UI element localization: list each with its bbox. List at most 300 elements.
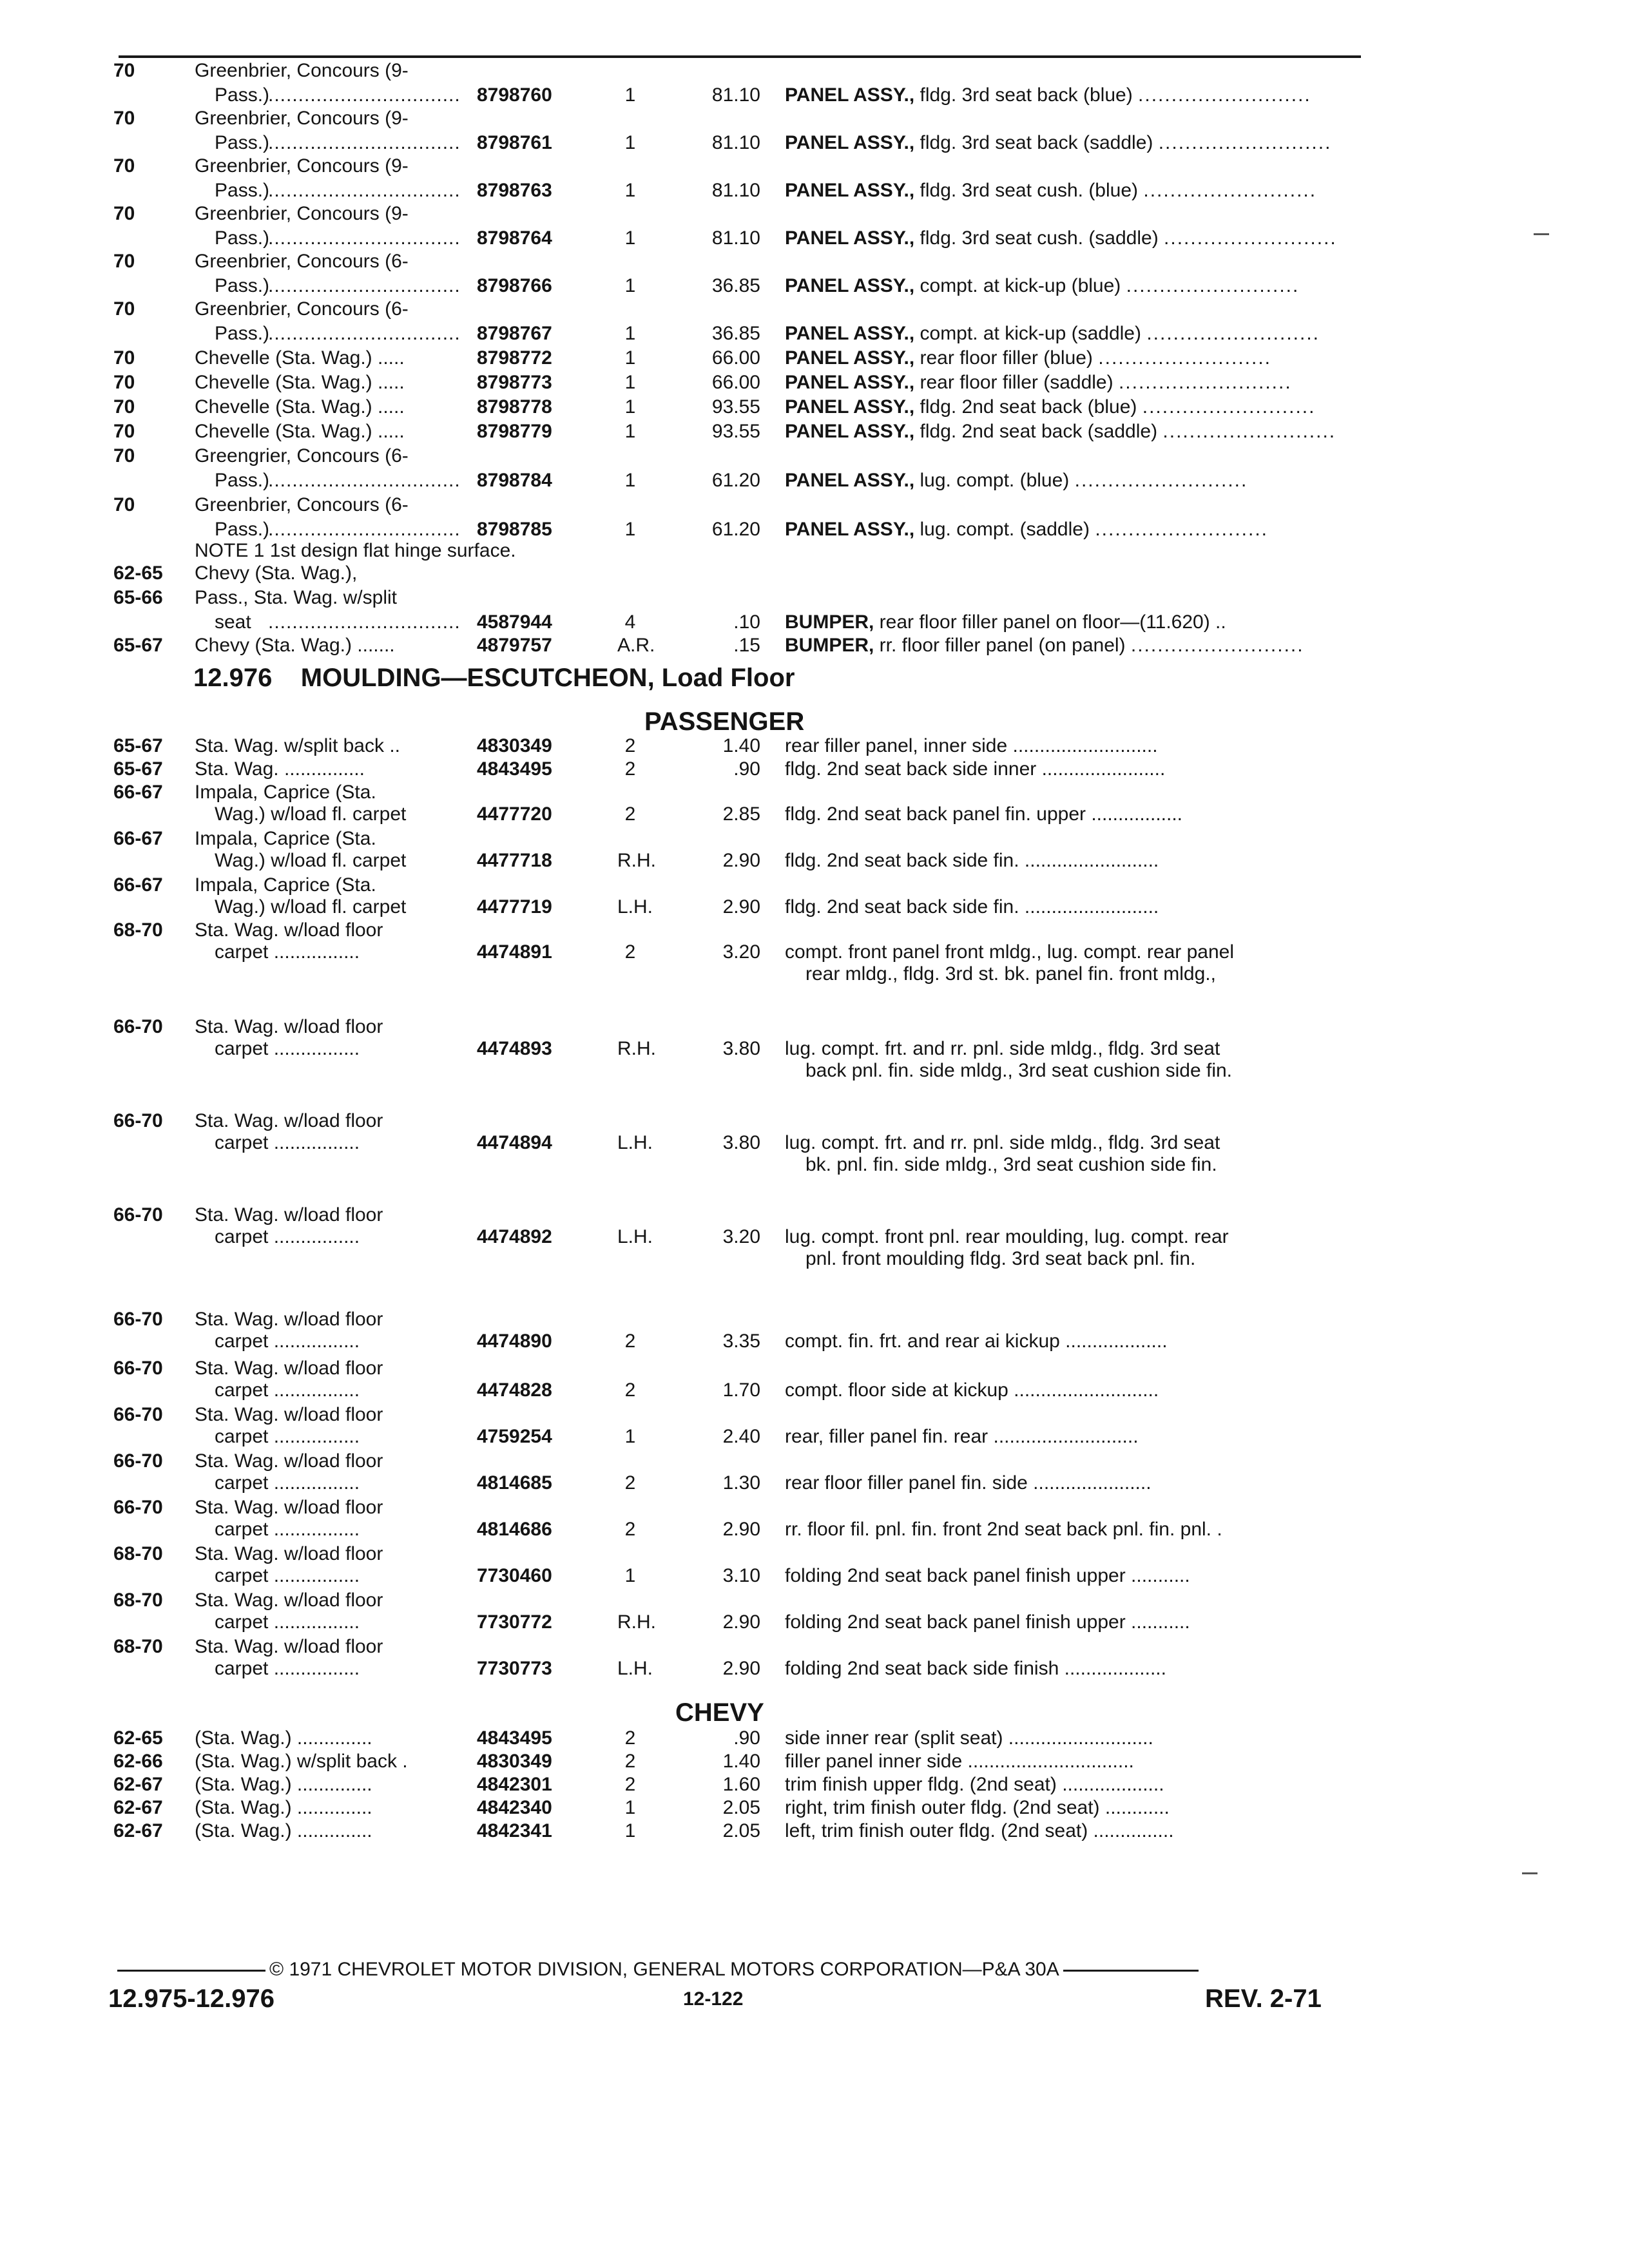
quantity: 1 xyxy=(624,396,636,418)
description: compt. fin. frt. and rear ai kickup ................... xyxy=(785,1331,1168,1352)
part-entry xyxy=(0,107,1629,153)
part-number: 8798772 xyxy=(477,347,552,369)
part-entry xyxy=(0,1403,1629,1447)
model: Greenbrier, Concours (9- xyxy=(195,108,409,129)
quantity: 2 xyxy=(624,735,636,756)
year-range: 66-70 xyxy=(113,1497,163,1518)
model-cont: carpet ................ xyxy=(215,1226,360,1247)
price: 3.20 xyxy=(722,941,760,963)
part-entry xyxy=(0,396,1629,421)
price: 2.90 xyxy=(722,850,760,871)
leader-dots: ................................ xyxy=(268,611,461,633)
part-number: 4477719 xyxy=(477,896,552,918)
part-entry xyxy=(0,634,1629,660)
year-range: 62-67 xyxy=(113,1820,163,1841)
year-range: 66-70 xyxy=(113,1204,163,1225)
description: PANEL ASSY., fldg. 3rd seat back (saddle) .......................... xyxy=(785,132,1332,153)
model: Chevy (Sta. Wag.), xyxy=(195,562,358,584)
quantity: 1 xyxy=(624,347,636,369)
quantity: 1 xyxy=(624,84,636,106)
revision: REV. 2-71 xyxy=(1205,1984,1322,2013)
model: (Sta. Wag.) .............. xyxy=(195,1797,372,1818)
price: 1.40 xyxy=(722,1751,760,1772)
model: Sta. Wag. ............... xyxy=(195,758,365,780)
year-range: 66-67 xyxy=(113,874,163,896)
part-number: 8798767 xyxy=(477,323,552,344)
price: 93.55 xyxy=(711,421,760,442)
model: Chevy (Sta. Wag.) ....... xyxy=(195,635,395,656)
description: PANEL ASSY., rear floor filler (saddle) .......................... xyxy=(785,372,1292,393)
part-number: 4474828 xyxy=(477,1379,552,1401)
quantity: 1 xyxy=(624,519,636,540)
quantity: 1 xyxy=(624,1565,636,1586)
model-cont: Pass.) xyxy=(215,519,270,540)
part-number: 4474893 xyxy=(477,1038,552,1059)
leader-dots: ................................ xyxy=(268,132,461,153)
model-cont: carpet ................ xyxy=(215,1038,360,1059)
year-range: 66-70 xyxy=(113,1110,163,1131)
year-range: 62-65 xyxy=(113,562,163,584)
model-cont: carpet ................ xyxy=(215,1519,360,1540)
part-entry xyxy=(0,1357,1629,1401)
model: Greenbrier, Concours (6- xyxy=(195,494,409,515)
model: Chevelle (Sta. Wag.) ..... xyxy=(195,347,405,369)
model: Sta. Wag. w/split back .. xyxy=(195,735,400,756)
part-number: 8798766 xyxy=(477,275,552,296)
year-range: 65-67 xyxy=(113,735,163,756)
section-number: 12.976 xyxy=(193,664,273,692)
description: folding 2nd seat back side finish ................... xyxy=(785,1658,1166,1679)
part-entry xyxy=(0,562,1629,608)
model: Sta. Wag. w/load floor xyxy=(195,919,383,941)
model: Chevelle (Sta. Wag.) ..... xyxy=(195,396,405,418)
quantity: 1 xyxy=(624,275,636,296)
part-number: 7730772 xyxy=(477,1611,552,1633)
price: 93.55 xyxy=(711,396,760,418)
model-cont: carpet ................ xyxy=(215,1379,360,1401)
part-number: 4474892 xyxy=(477,1226,552,1247)
description: back pnl. fin. side mldg., 3rd seat cushion side fin. xyxy=(805,1060,1233,1081)
part-entry xyxy=(0,1110,1629,1175)
price: 1.40 xyxy=(722,735,760,756)
model: Pass., Sta. Wag. w/split xyxy=(195,587,397,608)
description: rear, filler panel fin. rear ........................... xyxy=(785,1426,1139,1447)
quantity: A.R. xyxy=(617,635,655,656)
description: rear mldg., fldg. 3rd st. bk. panel fin. front mldg., xyxy=(805,963,1216,985)
quantity: 1 xyxy=(624,180,636,201)
model: Chevelle (Sta. Wag.) ..... xyxy=(195,372,405,393)
part-entry xyxy=(0,1015,1629,1081)
part-number: 4474894 xyxy=(477,1132,552,1153)
part-entry xyxy=(0,874,1629,918)
part-entry xyxy=(0,371,1629,397)
leader-dots: ................................ xyxy=(268,519,461,540)
model-cont: Pass.) xyxy=(215,470,270,491)
year-range: 62-67 xyxy=(113,1774,163,1795)
leader-dots: ................................ xyxy=(268,180,461,201)
model-cont: carpet ................ xyxy=(215,1132,360,1153)
description: PANEL ASSY., fldg. 3rd seat cush. (blue) .......................... xyxy=(785,180,1317,201)
page-section-range: 12.975-12.976 xyxy=(108,1984,275,2013)
part-number: 4842340 xyxy=(477,1797,552,1818)
description: PANEL ASSY., fldg. 2nd seat back (saddle) .......................... xyxy=(785,421,1336,442)
model-cont: Wag.) w/load fl. carpet xyxy=(215,803,407,825)
model-cont: Pass.) xyxy=(215,275,270,296)
part-entry xyxy=(0,1204,1629,1269)
model: (Sta. Wag.) .............. xyxy=(195,1727,372,1749)
part-number: 7730460 xyxy=(477,1565,552,1586)
price: .15 xyxy=(733,635,760,656)
model: Greenbrier, Concours (6- xyxy=(195,251,409,272)
quantity: 4 xyxy=(624,611,636,633)
part-entry xyxy=(0,298,1629,344)
year-range: 70 xyxy=(113,60,135,81)
model: Sta. Wag. w/load floor xyxy=(195,1450,383,1472)
part-entry xyxy=(0,1820,1629,1845)
description: bk. pnl. fin. side mldg., 3rd seat cushion side fin. xyxy=(805,1154,1217,1175)
part-entry xyxy=(0,1727,1629,1753)
leader-dots: ................................ xyxy=(268,227,461,249)
description: compt. floor side at kickup ........................... xyxy=(785,1379,1159,1401)
year-range: 70 xyxy=(113,203,135,224)
part-entry xyxy=(0,919,1629,985)
price: 2.90 xyxy=(722,1519,760,1540)
quantity: 2 xyxy=(624,1751,636,1772)
part-entry xyxy=(0,1796,1629,1822)
year-range: 70 xyxy=(113,421,135,442)
part-entry xyxy=(0,758,1629,783)
price: 2.40 xyxy=(722,1426,760,1447)
model-cont: Wag.) w/load fl. carpet xyxy=(215,850,407,871)
model: (Sta. Wag.) .............. xyxy=(195,1820,372,1841)
part-entry xyxy=(0,1450,1629,1494)
quantity: 2 xyxy=(624,1472,636,1494)
year-range: 68-70 xyxy=(113,1590,163,1611)
model-cont: carpet ................ xyxy=(215,1472,360,1494)
description: rear floor filler panel fin. side ...................... xyxy=(785,1472,1152,1494)
model: (Sta. Wag.) w/split back . xyxy=(195,1751,408,1772)
quantity: 2 xyxy=(624,1379,636,1401)
model-cont: Pass.) xyxy=(215,84,270,106)
quantity: 1 xyxy=(624,470,636,491)
quantity: L.H. xyxy=(617,1658,653,1679)
description: fldg. 2nd seat back side fin. ......................... xyxy=(785,896,1159,918)
price: 81.10 xyxy=(711,132,760,153)
model: Greenbrier, Concours (9- xyxy=(195,203,409,224)
year-range: 70 xyxy=(113,251,135,272)
part-number: 4830349 xyxy=(477,1751,552,1772)
quantity: R.H. xyxy=(617,1038,656,1059)
description: PANEL ASSY., lug. compt. (saddle) .......................... xyxy=(785,519,1269,540)
quantity: 1 xyxy=(624,372,636,393)
model-cont: seat xyxy=(215,611,251,633)
price: .10 xyxy=(733,611,760,633)
price: 3.80 xyxy=(722,1132,760,1153)
part-number: 4879757 xyxy=(477,635,552,656)
model: Sta. Wag. w/load floor xyxy=(195,1590,383,1611)
part-number: 4842341 xyxy=(477,1820,552,1841)
year-range: 68-70 xyxy=(113,1543,163,1564)
model-cont: Pass.) xyxy=(215,180,270,201)
part-number: 4814686 xyxy=(477,1519,552,1540)
part-number: 4830349 xyxy=(477,735,552,756)
description: PANEL ASSY., fldg. 3rd seat cush. (saddle) .......................... xyxy=(785,227,1337,249)
part-entry xyxy=(0,494,1629,540)
model-cont: Pass.) xyxy=(215,132,270,153)
part-number: 8798763 xyxy=(477,180,552,201)
quantity: L.H. xyxy=(617,896,653,918)
description: fldg. 2nd seat back side inner ....................... xyxy=(785,758,1166,780)
description: BUMPER, rr. floor filler panel (on panel) .......................... xyxy=(785,635,1304,656)
part-entry xyxy=(0,827,1629,871)
leader-dots: ................................ xyxy=(268,323,461,344)
year-range: 66-70 xyxy=(113,1016,163,1037)
leader-dots: ................................ xyxy=(268,84,461,106)
model-cont: Pass.) xyxy=(215,323,270,344)
year-range: 62-65 xyxy=(113,1727,163,1749)
quantity: L.H. xyxy=(617,1226,653,1247)
description: folding 2nd seat back panel finish upper ........... xyxy=(785,1611,1190,1633)
model: Sta. Wag. w/load floor xyxy=(195,1543,383,1564)
description: fldg. 2nd seat back panel fin. upper ................. xyxy=(785,803,1183,825)
model: Sta. Wag. w/load floor xyxy=(195,1636,383,1657)
year-range: 70 xyxy=(113,108,135,129)
description: PANEL ASSY., lug. compt. (blue) .......................... xyxy=(785,470,1248,491)
quantity: 2 xyxy=(624,1774,636,1795)
description: lug. compt. front pnl. rear moulding, lug. compt. rear xyxy=(785,1226,1229,1247)
leader-dots: ................................ xyxy=(268,470,461,491)
model-cont: carpet ................ xyxy=(215,1611,360,1633)
copyright-line: © 1971 CHEVROLET MOTOR DIVISION, GENERAL MOTORS CORPORATION—P&A 30A xyxy=(113,1959,1351,1981)
part-number: 4477718 xyxy=(477,850,552,871)
price: 1.30 xyxy=(722,1472,760,1494)
description: lug. compt. frt. and rr. pnl. side mldg., fldg. 3rd seat xyxy=(785,1132,1220,1153)
price: 2.90 xyxy=(722,896,760,918)
quantity: R.H. xyxy=(617,1611,656,1633)
model-cont: Wag.) w/load fl. carpet xyxy=(215,896,407,918)
quantity: 1 xyxy=(624,1820,636,1841)
part-entry xyxy=(0,735,1629,760)
year-range: 70 xyxy=(113,347,135,369)
year-range: 70 xyxy=(113,445,135,466)
description: rr. floor fil. pnl. fin. front 2nd seat back pnl. fin. pnl. . xyxy=(785,1519,1222,1540)
part-number: 4759254 xyxy=(477,1426,552,1447)
model: Chevelle (Sta. Wag.) ..... xyxy=(195,421,405,442)
year-range: 70 xyxy=(113,494,135,515)
year-range: 66-70 xyxy=(113,1309,163,1330)
price: 61.20 xyxy=(711,519,760,540)
price: 3.20 xyxy=(722,1226,760,1247)
year-range: 66-70 xyxy=(113,1450,163,1472)
subheading-chevy: CHEVY xyxy=(675,1698,764,1727)
price: 81.10 xyxy=(711,84,760,106)
model: Greenbrier, Concours (9- xyxy=(195,60,409,81)
part-entry xyxy=(0,155,1629,201)
quantity: 1 xyxy=(624,227,636,249)
description: fldg. 2nd seat back side fin. ......................... xyxy=(785,850,1159,871)
scan-edge-mark xyxy=(1522,1872,1537,1874)
model: Sta. Wag. w/load floor xyxy=(195,1309,383,1330)
quantity: 1 xyxy=(624,323,636,344)
model: Sta. Wag. w/load floor xyxy=(195,1110,383,1131)
year-range: 62-66 xyxy=(113,1751,163,1772)
price: .90 xyxy=(733,1727,760,1749)
part-number: 8798778 xyxy=(477,396,552,418)
year-range: 65-67 xyxy=(113,635,163,656)
year-range: 66-67 xyxy=(113,828,163,849)
model: Sta. Wag. w/load floor xyxy=(195,1497,383,1518)
year-range: 70 xyxy=(113,155,135,177)
description: PANEL ASSY., compt. at kick-up (saddle) .......................... xyxy=(785,323,1320,344)
price: 2.85 xyxy=(722,803,760,825)
description: left, trim finish outer fldg. (2nd seat) ............... xyxy=(785,1820,1174,1841)
leader-dots: ................................ xyxy=(268,275,461,296)
model: Impala, Caprice (Sta. xyxy=(195,828,376,849)
price: 61.20 xyxy=(711,470,760,491)
year-range: 65-67 xyxy=(113,758,163,780)
part-entry xyxy=(0,1308,1629,1352)
price: 3.80 xyxy=(722,1038,760,1059)
part-entry xyxy=(0,202,1629,249)
description: BUMPER, rear floor filler panel on floor—(11.620) .. xyxy=(785,611,1226,633)
model: Sta. Wag. w/load floor xyxy=(195,1204,383,1225)
part-number: 8798784 xyxy=(477,470,552,491)
price: 66.00 xyxy=(711,347,760,369)
description: PANEL ASSY., rear floor filler (blue) .......................... xyxy=(785,347,1271,369)
description: PANEL ASSY., fldg. 3rd seat back (blue) .......................... xyxy=(785,84,1311,106)
model: Sta. Wag. w/load floor xyxy=(195,1016,383,1037)
top-rule xyxy=(119,55,1361,58)
price: 2.05 xyxy=(722,1797,760,1818)
model: Sta. Wag. w/load floor xyxy=(195,1404,383,1425)
part-number: 4477720 xyxy=(477,803,552,825)
section-title: MOULDING—ESCUTCHEON, Load Floor xyxy=(300,664,795,692)
price: 81.10 xyxy=(711,180,760,201)
year-range: 68-70 xyxy=(113,1636,163,1657)
section-heading xyxy=(193,664,795,693)
part-entry xyxy=(0,1750,1629,1776)
quantity: 2 xyxy=(624,803,636,825)
quantity: L.H. xyxy=(617,1132,653,1153)
quantity: 2 xyxy=(624,941,636,963)
description: filler panel inner side ............................... xyxy=(785,1751,1134,1772)
year-range: 68-70 xyxy=(113,919,163,941)
model: (Sta. Wag.) .............. xyxy=(195,1774,372,1795)
part-entry xyxy=(0,781,1629,825)
price: 2.05 xyxy=(722,1820,760,1841)
price: 2.90 xyxy=(722,1611,760,1633)
part-entry xyxy=(0,1635,1629,1679)
quantity: 1 xyxy=(624,1426,636,1447)
model-cont: carpet ................ xyxy=(215,1331,360,1352)
part-entry xyxy=(0,611,1629,637)
model-cont: carpet ................ xyxy=(215,1658,360,1679)
part-entry xyxy=(0,445,1629,491)
model-cont: carpet ................ xyxy=(215,1426,360,1447)
model: Impala, Caprice (Sta. xyxy=(195,782,376,803)
price: 81.10 xyxy=(711,227,760,249)
part-number: 4843495 xyxy=(477,1727,552,1749)
part-number: 4474890 xyxy=(477,1331,552,1352)
year-range: 66-70 xyxy=(113,1358,163,1379)
description: folding 2nd seat back panel finish upper ........... xyxy=(785,1565,1190,1586)
description: PANEL ASSY., compt. at kick-up (blue) .......................... xyxy=(785,275,1300,296)
part-entry xyxy=(0,347,1629,372)
model: Impala, Caprice (Sta. xyxy=(195,874,376,896)
price: 1.60 xyxy=(722,1774,760,1795)
part-number: 8798785 xyxy=(477,519,552,540)
description: lug. compt. frt. and rr. pnl. side mldg., fldg. 3rd seat xyxy=(785,1038,1220,1059)
price: 3.10 xyxy=(722,1565,760,1586)
quantity: R.H. xyxy=(617,850,656,871)
model-cont: Pass.) xyxy=(215,227,270,249)
year-range: 70 xyxy=(113,298,135,320)
year-range: 66-67 xyxy=(113,782,163,803)
price: 36.85 xyxy=(711,323,760,344)
year-range: 65-66 xyxy=(113,587,163,608)
part-number: 4842301 xyxy=(477,1774,552,1795)
price: 66.00 xyxy=(711,372,760,393)
quantity: 1 xyxy=(624,421,636,442)
part-entry xyxy=(0,1773,1629,1799)
description: side inner rear (split seat) ........................... xyxy=(785,1727,1153,1749)
price: 1.70 xyxy=(722,1379,760,1401)
part-number: 8798760 xyxy=(477,84,552,106)
description: compt. front panel front mldg., lug. compt. rear panel xyxy=(785,941,1235,963)
part-entry xyxy=(0,1542,1629,1586)
part-number: 7730773 xyxy=(477,1658,552,1679)
part-entry xyxy=(0,59,1629,106)
description: trim finish upper fldg. (2nd seat) ................... xyxy=(785,1774,1164,1795)
year-range: 62-67 xyxy=(113,1797,163,1818)
quantity: 1 xyxy=(624,132,636,153)
page-number: 12-122 xyxy=(683,1988,744,2010)
model: Greengrier, Concours (6- xyxy=(195,445,409,466)
part-number: 4474891 xyxy=(477,941,552,963)
part-number: 8798764 xyxy=(477,227,552,249)
model-cont: carpet ................ xyxy=(215,941,360,963)
description: PANEL ASSY., fldg. 2nd seat back (blue) .......................... xyxy=(785,396,1316,418)
part-number: 8798779 xyxy=(477,421,552,442)
year-range: 70 xyxy=(113,372,135,393)
part-number: 8798761 xyxy=(477,132,552,153)
part-number: 4814685 xyxy=(477,1472,552,1494)
model: Greenbrier, Concours (9- xyxy=(195,155,409,177)
quantity: 1 xyxy=(624,1797,636,1818)
model: Greenbrier, Concours (6- xyxy=(195,298,409,320)
description: right, trim finish outer fldg. (2nd seat) ............ xyxy=(785,1797,1170,1818)
part-entry xyxy=(0,1496,1629,1540)
subheading-passenger: PASSENGER xyxy=(644,707,805,736)
part-number: 4587944 xyxy=(477,611,552,633)
quantity: 2 xyxy=(624,1727,636,1749)
quantity: 2 xyxy=(624,758,636,780)
price: 3.35 xyxy=(722,1331,760,1352)
year-range: 70 xyxy=(113,396,135,418)
price: 36.85 xyxy=(711,275,760,296)
part-number: 4843495 xyxy=(477,758,552,780)
design-note: NOTE 1 1st design flat hinge surface. xyxy=(195,540,516,561)
model: Sta. Wag. w/load floor xyxy=(195,1358,383,1379)
description: rear filler panel, inner side ........................... xyxy=(785,735,1158,756)
description: pnl. front moulding fldg. 3rd seat back pnl. fin. xyxy=(805,1248,1196,1269)
part-entry xyxy=(0,250,1629,296)
part-entry xyxy=(0,1589,1629,1633)
model-cont: carpet ................ xyxy=(215,1565,360,1586)
year-range: 66-70 xyxy=(113,1404,163,1425)
quantity: 2 xyxy=(624,1331,636,1352)
price: .90 xyxy=(733,758,760,780)
